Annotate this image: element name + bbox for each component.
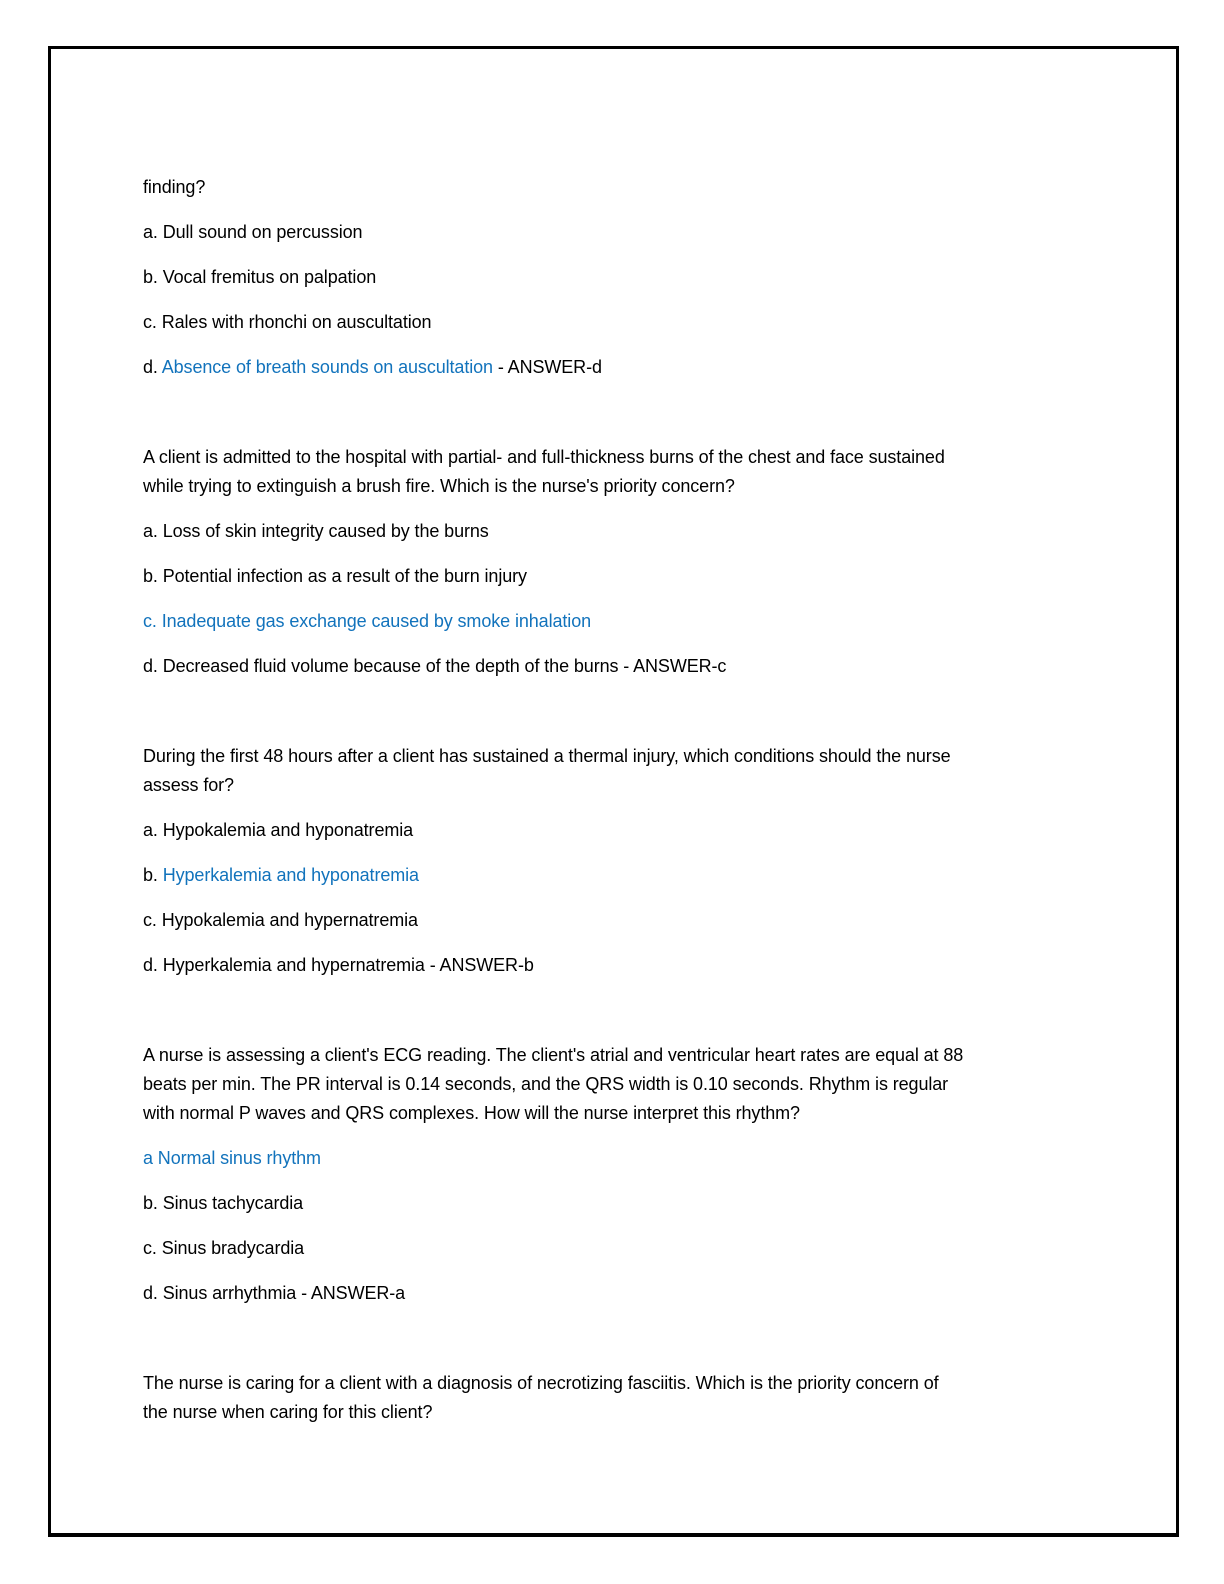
answer-key-suffix: - ANSWER-d [492,357,602,377]
option-prefix: d. [143,357,162,377]
answer-option-a: a. Hypokalemia and hyponatremia [143,820,414,840]
block-spacer [143,1324,1143,1369]
stem-line: A nurse is assessing a client's ECG reading. The client's atrial and ventricular heart rates are equal at 88 [143,1045,964,1065]
answer-option-b [143,861,1143,890]
question-stem [143,742,1143,800]
stem-line: beats per min. The PR interval is 0.14 seconds, and the QRS width is 0.10 seconds. Rhythm is regular [143,1074,949,1094]
answer-option-d: d. Sinus arrhythmia - ANSWER-a [143,1283,406,1303]
question-block-5 [143,1369,1143,1427]
answer-option-c: c. Hypokalemia and hypernatremia [143,910,418,930]
block-spacer [143,697,1143,742]
question-stem [143,443,1143,501]
question-block-4 [143,1041,1143,1308]
question-block-2 [143,443,1143,681]
stem-line: the nurse when caring for this client? [143,1402,433,1422]
answer-option-d: d. Hyperkalemia and hypernatremia - ANSWER-b [143,955,534,975]
answer-option-b: b. Vocal fremitus on palpation [143,267,377,287]
answer-option-c: c. Sinus bradycardia [143,1238,305,1258]
answer-option-c-highlighted: c. Inadequate gas exchange caused by smoke inhalation [143,611,592,631]
answer-option-a: a. Loss of skin integrity caused by the burns [143,521,489,541]
answer-option-c: c. Rales with rhonchi on auscultation [143,312,432,332]
stem-line: During the first 48 hours after a client has sustained a thermal injury, which conditions should the nurse [143,746,951,766]
stem-line: finding? [143,177,206,197]
option-prefix: b. [143,865,163,885]
block-spacer [143,398,1143,443]
answer-option-d [143,353,1143,382]
stem-line: The nurse is caring for a client with a diagnosis of necrotizing fasciitis. Which is the priority concern of [143,1373,939,1393]
stem-line: A client is admitted to the hospital with partial- and full-thickness burns of the chest and face sustained [143,447,945,467]
stem-line: while trying to extinguish a brush fire. Which is the nurse's priority concern? [143,476,735,496]
block-spacer [143,996,1143,1041]
highlighted-answer-text: Absence of breath sounds on auscultation [161,357,493,377]
highlighted-answer-text: Hyperkalemia and hyponatremia [162,865,419,885]
answer-option-a: a. Dull sound on percussion [143,222,363,242]
answer-option-b: b. Sinus tachycardia [143,1193,304,1213]
question-block-3 [143,742,1143,980]
page-content [143,173,1143,1443]
stem-line: assess for? [143,775,234,795]
answer-option-d: d. Decreased fluid volume because of the depth of the burns - ANSWER-c [143,656,727,676]
question-stem [143,1369,1143,1427]
question-stem [143,1041,1143,1128]
question-stem [143,173,1143,202]
answer-option-b: b. Potential infection as a result of the burn injury [143,566,527,586]
answer-option-a-highlighted: a Normal sinus rhythm [143,1148,321,1168]
stem-line: with normal P waves and QRS complexes. How will the nurse interpret this rhythm? [143,1103,800,1123]
question-block-1 [143,173,1143,382]
